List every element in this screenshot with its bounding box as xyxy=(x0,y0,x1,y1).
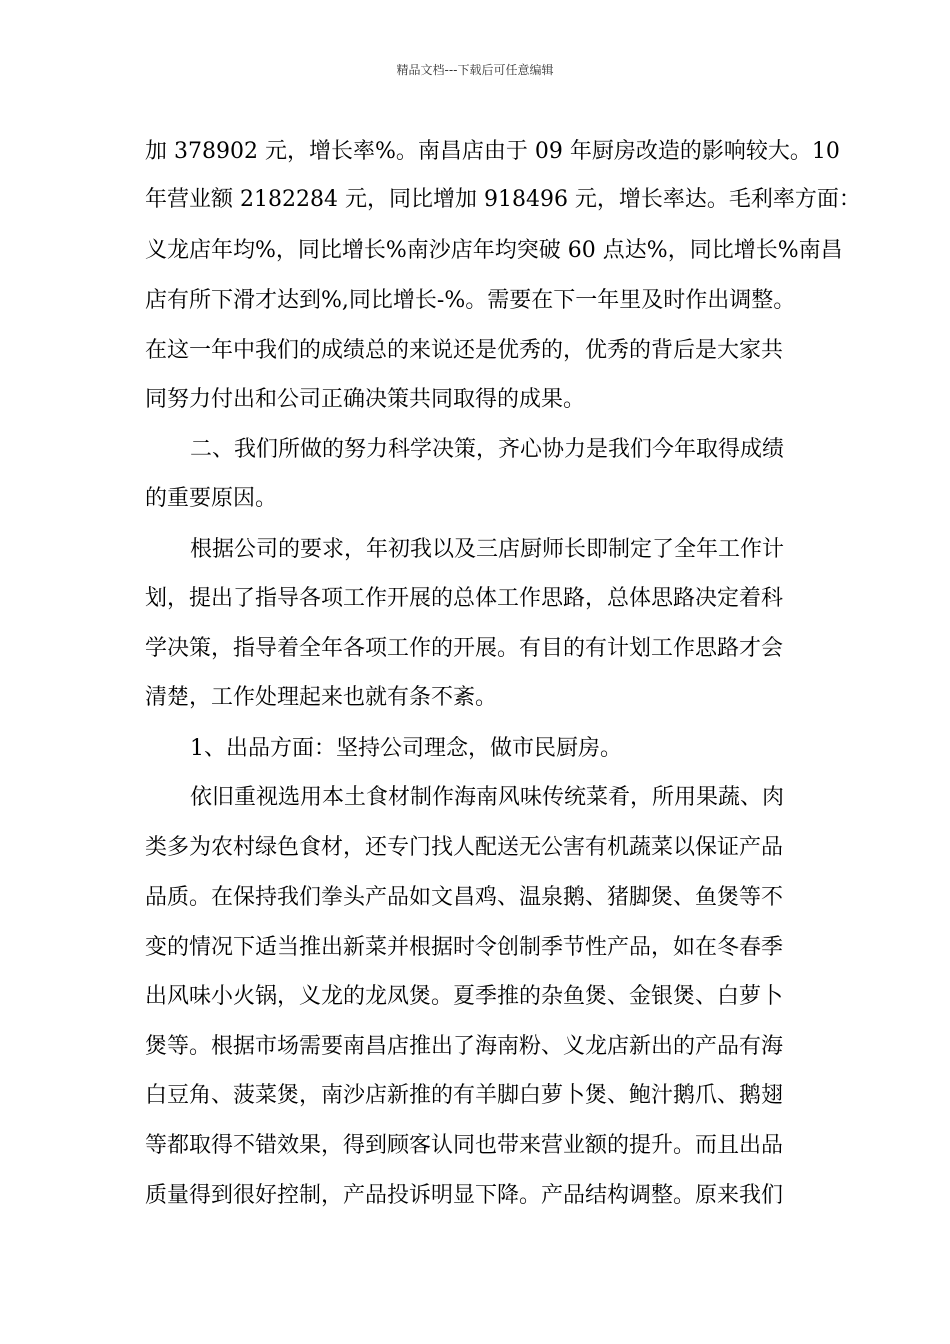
text-line: 煲等。根据市场需要南昌店推出了海南粉、义龙店新出的产品有海 xyxy=(145,1034,784,1059)
text-line: 同努力付出和公司正确决策共同取得的成果。 xyxy=(145,387,586,412)
text-line: 出风味小火锅，义龙的龙凤煲。夏季推的杂鱼煲、金银煲、白萝卜 xyxy=(145,984,784,1009)
text-line: 划，提出了指导各项工作开展的总体工作思路，总体思路决定着科 xyxy=(145,586,784,611)
paragraph-start: 依旧重视选用本土食材制作海南风味传统菜肴，所用果蔬、肉 xyxy=(190,785,785,810)
text-line: 质量得到很好控制，产品投诉明显下降。产品结构调整。原来我们 xyxy=(145,1183,784,1208)
subsection-heading: 1、出品方面：坚持公司理念，做市民厨房。 xyxy=(190,736,622,761)
text-line: 类多为农村绿色食材，还专门找人配送无公害有机蔬菜以保证产品 xyxy=(145,835,784,860)
text-line: 变的情况下适当推出新菜并根据时令创制季节性产品，如在冬春季 xyxy=(145,935,784,960)
text-line: 的重要原因。 xyxy=(145,486,278,511)
text-line: 等都取得不错效果，得到顾客认同也带来营业额的提升。而且出品 xyxy=(145,1133,784,1158)
text-line: 义龙店年均%，同比增长%南沙店年均突破 60 点达%，同比增长%南昌 xyxy=(145,238,843,263)
page-header: 精品文档---下载后可任意编辑 xyxy=(396,63,554,77)
text-line: 清楚，工作处理起来也就有条不紊。 xyxy=(145,685,498,710)
text-line: 白豆角、菠菜煲，南沙店新推的有羊脚白萝卜煲、鲍汁鹅爪、鹅翅 xyxy=(145,1083,784,1108)
text-line: 品质。在保持我们拳头产品如文昌鸡、温泉鹅、猪脚煲、鱼煲等不 xyxy=(145,885,784,910)
paragraph-start: 根据公司的要求，年初我以及三店厨师长即制定了全年工作计 xyxy=(190,537,785,562)
text-line: 学决策，指导着全年各项工作的开展。有目的有计划工作思路才会 xyxy=(145,636,784,661)
text-line: 年营业额 2182284 元，同比增加 918496 元，增长率达。毛利率方面： xyxy=(145,187,861,212)
text-line: 加 378902 元，增长率%。南昌店由于 09 年厨房改造的影响较大。10 xyxy=(145,139,840,164)
text-line: 在这一年中我们的成绩总的来说还是优秀的，优秀的背后是大家共 xyxy=(145,338,784,363)
section-heading: 二、我们所做的努力科学决策，齐心协力是我们今年取得成绩 xyxy=(190,437,785,462)
text-line: 店有所下滑才达到%,同比增长-%。需要在下一年里及时作出调整。 xyxy=(145,288,796,313)
